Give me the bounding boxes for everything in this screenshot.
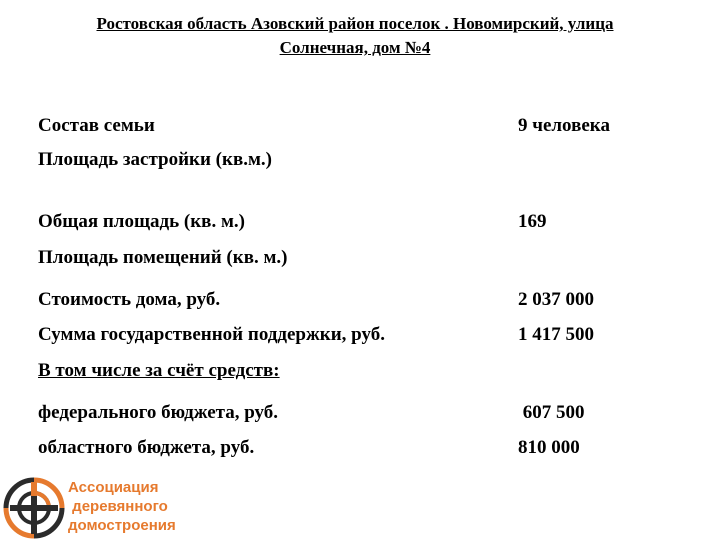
row-label-state-support: Сумма государственной поддержки, руб. bbox=[38, 324, 385, 345]
page-title bbox=[20, 12, 690, 60]
row-value-house-cost: 2 037 000 bbox=[518, 289, 594, 310]
row-label-house-cost: Стоимость дома, руб. bbox=[38, 289, 221, 310]
row-label-federal-budget: федерального бюджета, руб. bbox=[38, 402, 279, 423]
row-label-family: Состав семьи bbox=[38, 115, 155, 136]
logo-line-2: деревянного bbox=[68, 498, 168, 515]
association-logo bbox=[0, 474, 200, 542]
row-label-including: В том числе за счёт средств: bbox=[38, 360, 280, 381]
row-label-regional-budget: областного бюджета, руб. bbox=[38, 437, 255, 458]
logo-line-1: Ассоциация bbox=[68, 479, 159, 496]
row-value-federal-budget: 607 500 bbox=[518, 402, 585, 423]
row-value-regional-budget: 810 000 bbox=[518, 437, 580, 458]
row-value-state-support: 1 417 500 bbox=[518, 324, 594, 345]
row-label-building-area: Площадь застройки (кв.м.) bbox=[38, 149, 272, 170]
logo-line-3: домостроения bbox=[68, 517, 176, 534]
title-line-1: Ростовская область Азовский район поселок . Новомирский, улица bbox=[96, 14, 614, 33]
logo-text bbox=[68, 478, 176, 535]
row-value-family: 9 человека bbox=[518, 115, 610, 136]
title-line-2: Солнечная, дом №4 bbox=[279, 38, 431, 57]
logo-emblem-icon bbox=[2, 476, 66, 540]
row-label-total-area: Общая площадь (кв. м.) bbox=[38, 211, 245, 232]
row-label-room-area: Площадь помещений (кв. м.) bbox=[38, 247, 288, 268]
row-value-total-area: 169 bbox=[518, 211, 547, 232]
